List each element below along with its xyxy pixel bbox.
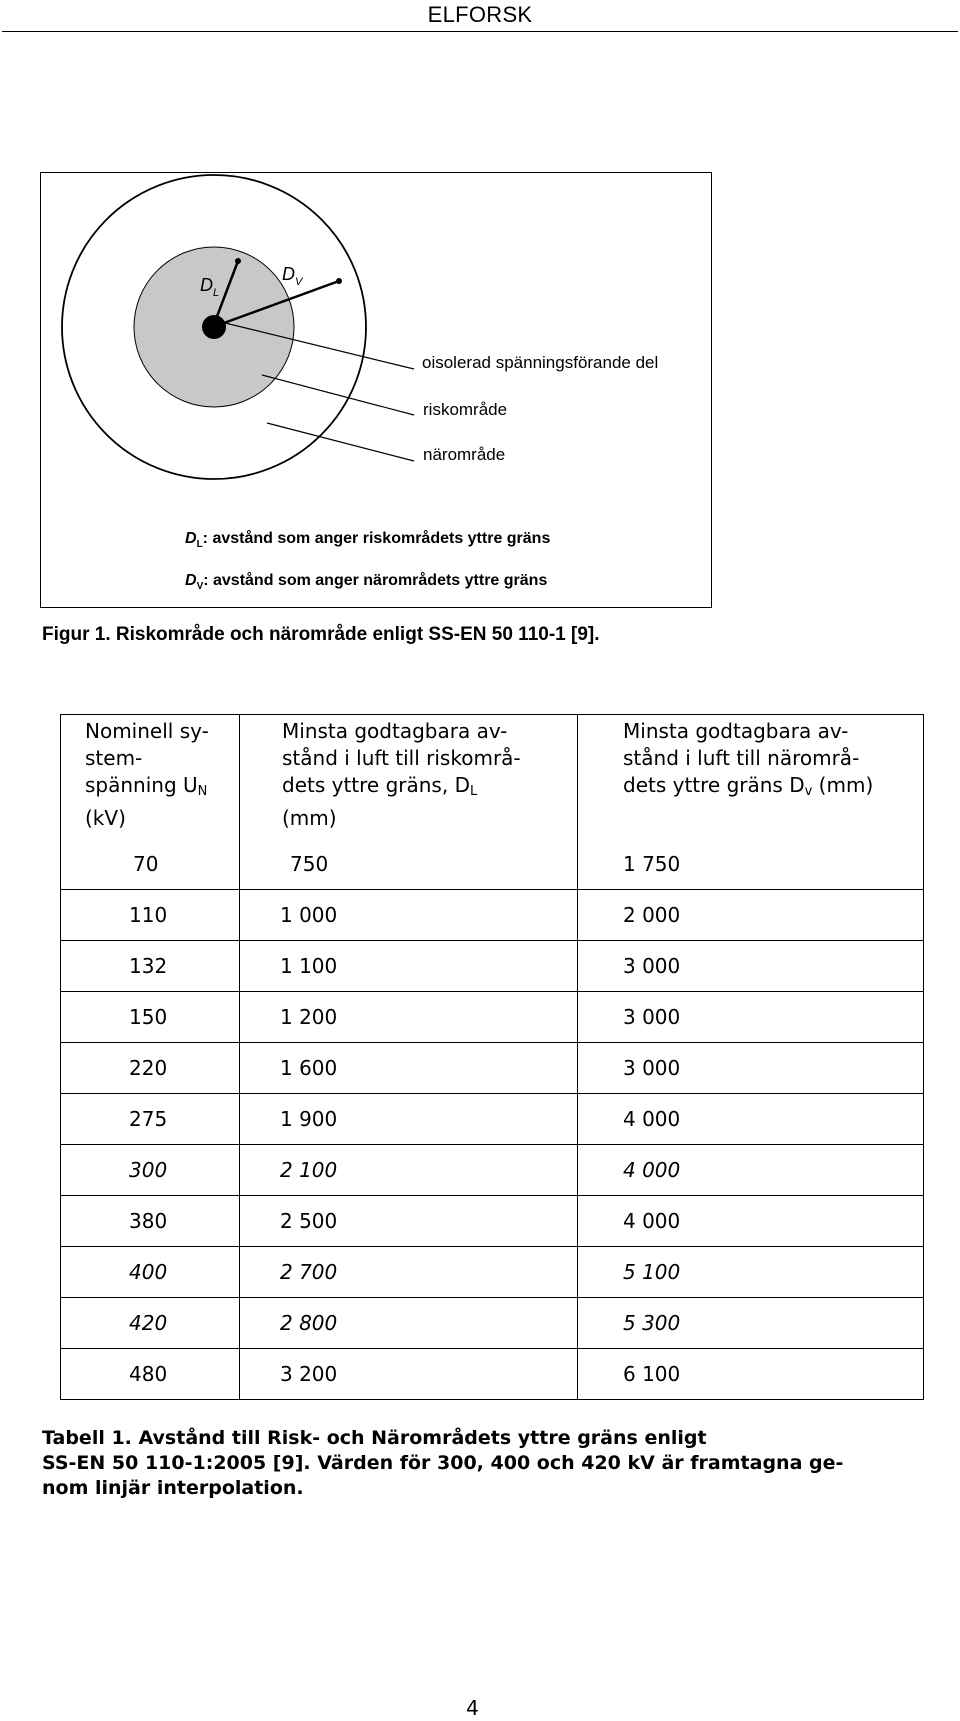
- cell-risk-distance: 1 000: [240, 890, 578, 941]
- cell-near-distance: 2 000: [578, 890, 924, 941]
- dl-label: $D_L$: [200, 275, 220, 299]
- table-row: [61, 941, 924, 992]
- table-row: [61, 1043, 924, 1094]
- page-header-title: ELFORSK: [427, 2, 533, 27]
- cell-voltage: 420: [61, 1298, 240, 1349]
- table-header-row: [61, 715, 924, 840]
- figure-diagram: [40, 172, 712, 608]
- page-number: 4: [466, 1696, 479, 1720]
- cell-voltage: 70: [61, 839, 240, 890]
- cell-risk-distance: 750: [240, 839, 578, 890]
- cell-voltage: 480: [61, 1349, 240, 1400]
- cell-risk-distance: 2 500: [240, 1196, 578, 1247]
- cell-near-distance: 4 000: [578, 1094, 924, 1145]
- legend-dv: $D_V$: avstånd som anger närområdets yttre gräns: [185, 572, 548, 592]
- cell-risk-distance: 2 100: [240, 1145, 578, 1196]
- cell-near-distance: 6 100: [578, 1349, 924, 1400]
- dv-arrow-tip: [336, 278, 342, 284]
- cell-near-distance: 3 000: [578, 1043, 924, 1094]
- table-row: [61, 1094, 924, 1145]
- cell-risk-distance: 1 600: [240, 1043, 578, 1094]
- dl-arrow-tip: [235, 258, 241, 264]
- header-risk-distance: Minsta godtagbara av- stånd i luft till riskområ- dets yttre gräns, $D_L$ (mm): [240, 715, 578, 840]
- dv-label: $D_V$: [282, 264, 303, 288]
- distance-table: [60, 714, 924, 1400]
- risk-zone-label: riskområde: [423, 400, 508, 419]
- table-row-interpolated: [61, 1247, 924, 1298]
- cell-near-distance: 3 000: [578, 941, 924, 992]
- cell-near-distance: 1 750: [578, 839, 924, 890]
- cell-near-distance: 5 300: [578, 1298, 924, 1349]
- cell-risk-distance: 3 200: [240, 1349, 578, 1400]
- live-part-label: oisolerad spänningsförande del: [422, 353, 659, 372]
- cell-voltage: 300: [61, 1145, 240, 1196]
- cell-voltage: 110: [61, 890, 240, 941]
- legend-dl: $D_L$: avstånd som anger riskområdets yttre gräns: [185, 530, 551, 550]
- header-near-distance: Minsta godtagbara av- stånd i luft till närområ- dets yttre gräns $D_v$ (mm): [578, 715, 924, 840]
- cell-near-distance: 5 100: [578, 1247, 924, 1298]
- cell-voltage: 275: [61, 1094, 240, 1145]
- cell-near-distance: 3 000: [578, 992, 924, 1043]
- table-row: [61, 1349, 924, 1400]
- header-voltage: Nominell sy- stem- spänning $U_N$ (kV): [61, 715, 240, 840]
- table-row-interpolated: [61, 1298, 924, 1349]
- cell-risk-distance: 1 100: [240, 941, 578, 992]
- cell-near-distance: 4 000: [578, 1196, 924, 1247]
- cell-voltage: 400: [61, 1247, 240, 1298]
- zone-diagram: [41, 173, 713, 609]
- table-row: [61, 839, 924, 890]
- cell-risk-distance: 2 700: [240, 1247, 578, 1298]
- cell-voltage: 132: [61, 941, 240, 992]
- table-row: [61, 890, 924, 941]
- table-row: [61, 992, 924, 1043]
- cell-near-distance: 4 000: [578, 1145, 924, 1196]
- table-caption: Tabell 1. Avstånd till Risk- och Närområdets yttre gräns enligt SS-EN 50 110-1:2005 [9]. Värden för 300, 400 och 420 kV är framtagna ge- nom linjär interpolation.: [42, 1427, 844, 1499]
- cell-voltage: 150: [61, 992, 240, 1043]
- cell-risk-distance: 1 200: [240, 992, 578, 1043]
- table-row: [61, 1196, 924, 1247]
- cell-risk-distance: 1 900: [240, 1094, 578, 1145]
- cell-voltage: 220: [61, 1043, 240, 1094]
- figure-caption: Figur 1. Riskområde och närområde enligt SS-EN 50 110-1 [9].: [42, 624, 600, 645]
- table-row-interpolated: [61, 1145, 924, 1196]
- cell-risk-distance: 2 800: [240, 1298, 578, 1349]
- near-zone-label: närområde: [423, 445, 506, 464]
- header-divider: [2, 31, 958, 32]
- cell-voltage: 380: [61, 1196, 240, 1247]
